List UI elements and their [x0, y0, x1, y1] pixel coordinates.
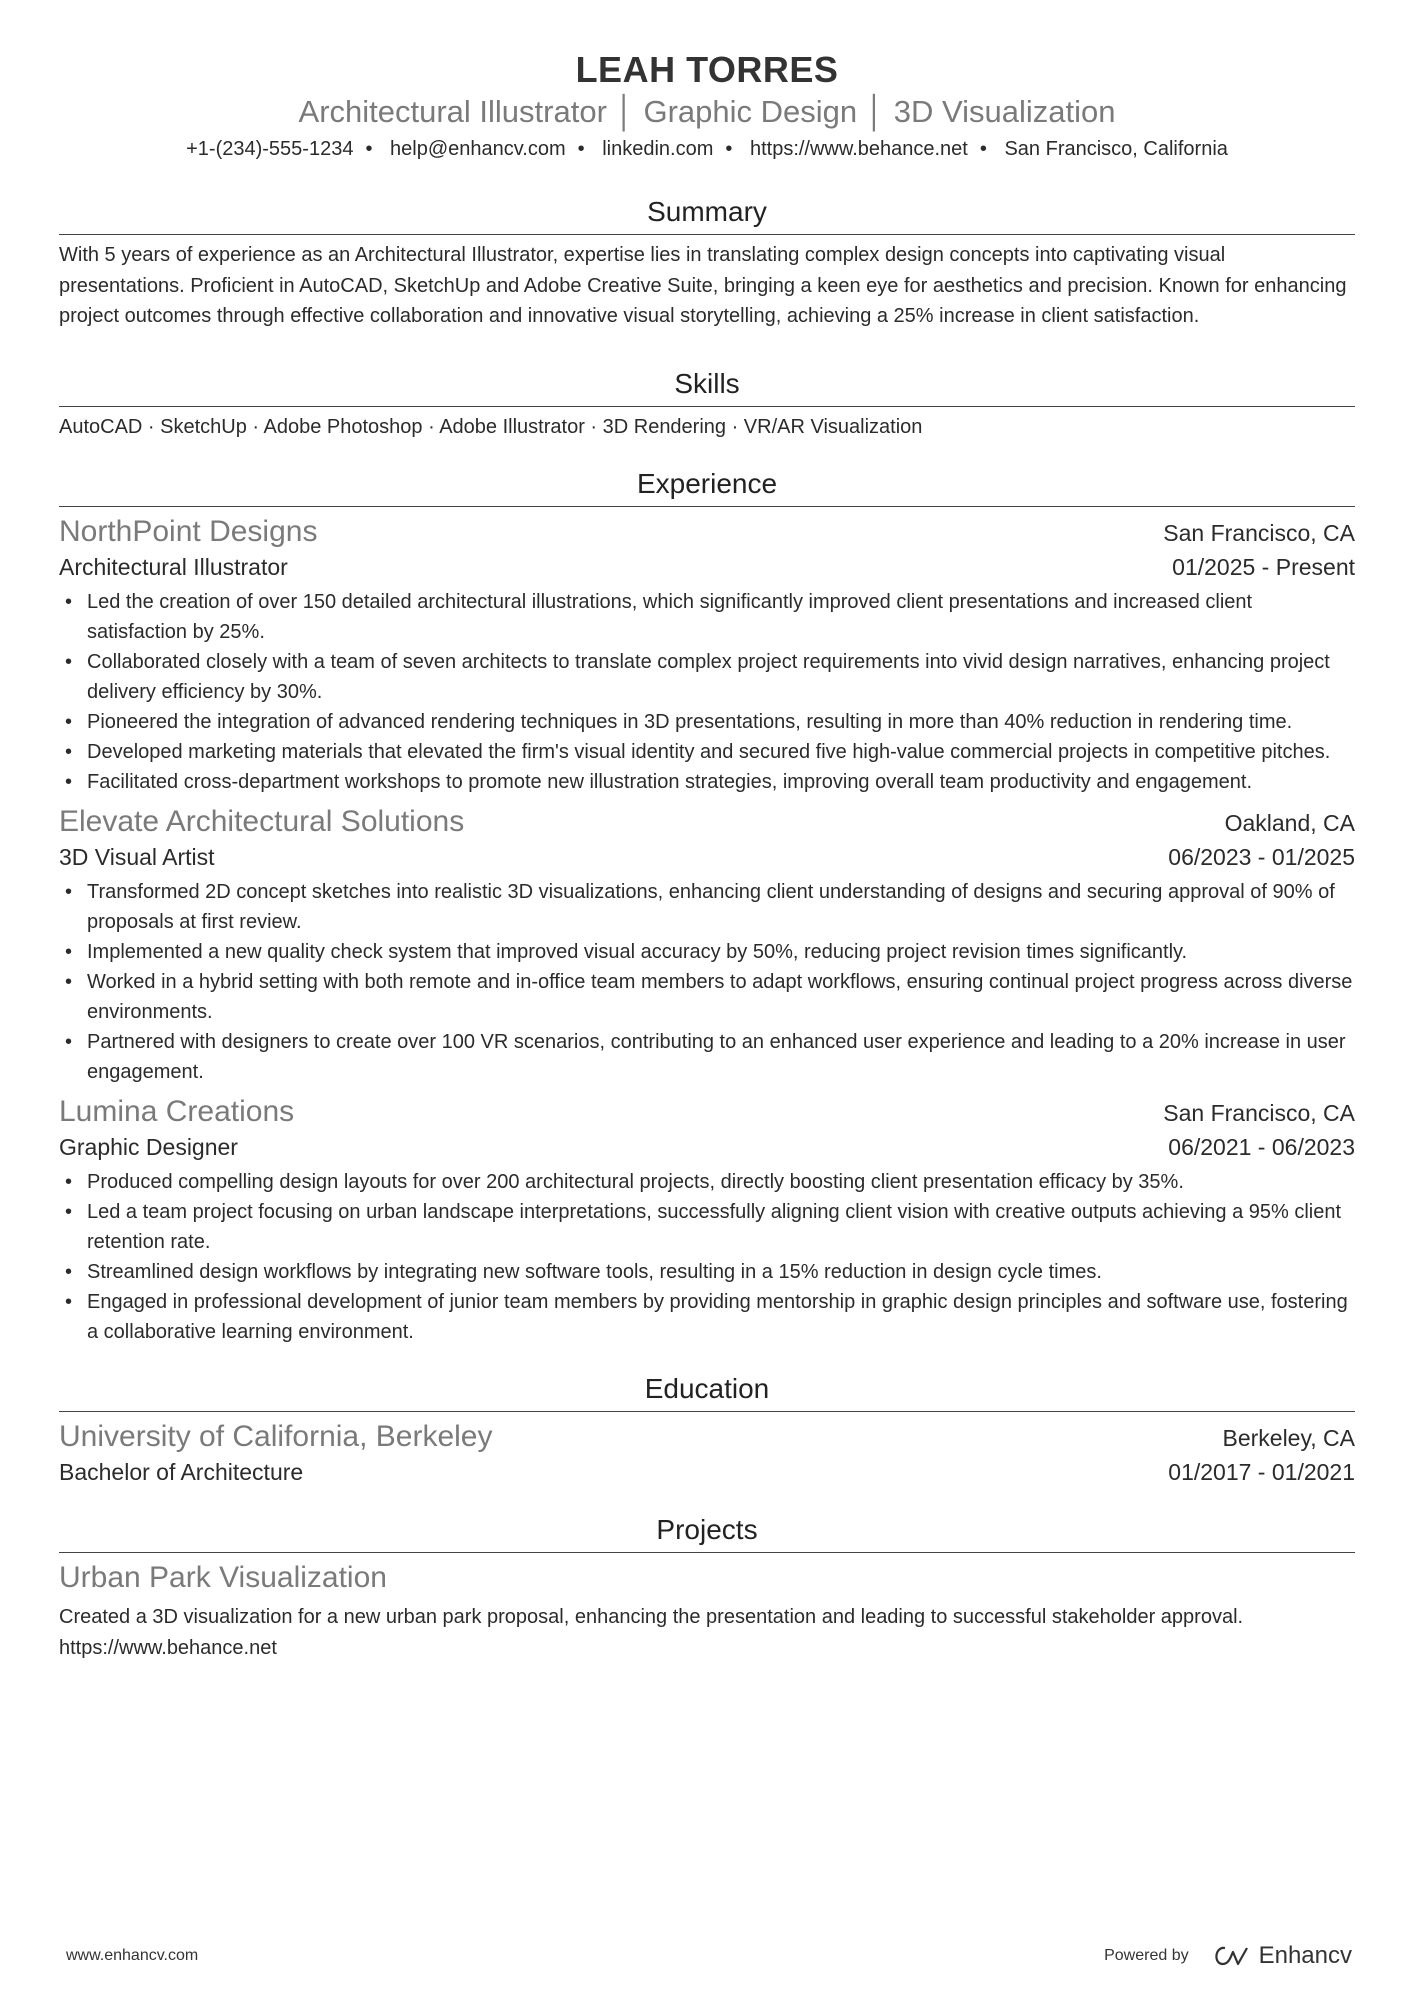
- job-bullet: • Collaborated closely with a team of seven architects to translate complex project requirements into vivid design narratives, enhancing project delivery efficiency by 30%.: [59, 647, 1355, 707]
- job-bullets: [59, 1167, 1355, 1347]
- job-location: Oakland, CA: [1224, 810, 1355, 836]
- section-title-education: Education: [59, 1371, 1355, 1412]
- job-bullet: • Engaged in professional development of junior team members by providing mentorship in graphic design principles and software use, fostering a collaborative learning environment.: [59, 1287, 1355, 1347]
- job-bullet: • Led the creation of over 150 detailed architectural illustrations, which significantly improved client presentations and increased client satisfaction by 25%.: [59, 587, 1355, 647]
- job-location: San Francisco, CA: [1163, 520, 1355, 546]
- experience-list: [59, 507, 1355, 1347]
- job-dates: 06/2023 - 01/2025: [1168, 844, 1355, 870]
- separator: •: [577, 138, 585, 160]
- education-entry: [59, 1412, 1355, 1456]
- job-bullet: • Pioneered the integration of advanced rendering techniques in 3D presentations, resulting in more than 40% reduction in rendering time.: [59, 707, 1355, 737]
- candidate-name: LEAH TORRES: [575, 49, 839, 90]
- section-title-experience: Experience: [59, 466, 1355, 507]
- company-name: Lumina Creations: [59, 1095, 295, 1128]
- job-entry: [59, 1087, 1355, 1347]
- linkedin-link[interactable]: linkedin.com: [602, 138, 714, 160]
- job-dates: 01/2025 - Present: [1172, 554, 1355, 580]
- footer-site-link[interactable]: www.enhancv.com: [66, 1947, 199, 1964]
- job-bullet: • Produced compelling design layouts for over 200 architectural projects, directly boosting client presentation efficacy by 35%.: [59, 1167, 1355, 1197]
- degree: Bachelor of Architecture: [59, 1459, 304, 1485]
- job-location: San Francisco, CA: [1163, 1100, 1355, 1126]
- job-bullet: • Implemented a new quality check system that improved visual accuracy by 50%, reducing project revision times significantly.: [59, 937, 1355, 967]
- job-role: Graphic Designer: [59, 1134, 238, 1160]
- job-bullets: [59, 587, 1355, 797]
- candidate-title: Architectural Illustrator │ Graphic Design │ 3D Visualization: [298, 94, 1116, 129]
- section-title-projects: Projects: [59, 1512, 1355, 1553]
- job-role: 3D Visual Artist: [59, 844, 215, 870]
- contact-info: [59, 134, 1355, 164]
- job-bullets: [59, 877, 1355, 1087]
- school-name: University of California, Berkeley: [59, 1420, 493, 1453]
- job-bullet: • Streamlined design workflows by integrating new software tools, resulting in a 15% reduction in design cycle times.: [59, 1257, 1355, 1287]
- education-dates: 01/2017 - 01/2021: [1168, 1459, 1355, 1485]
- job-bullet: • Transformed 2D concept sketches into realistic 3D visualizations, enhancing client understanding of designs and securing approval of 90% of proposals at first review.: [59, 877, 1355, 937]
- separator: •: [979, 138, 987, 160]
- summary-text: With 5 years of experience as an Architectural Illustrator, expertise lies in translating complex design concepts into captivating visual presentations. Proficient in AutoCAD, SketchUp and Adobe Creative Suite, bringing a keen eye for aesthetics and precision. Known for enhancing project outcomes through effective collaboration and innovative visual storytelling, achieving a 25% increase in client satisfaction.: [59, 244, 1347, 327]
- phone: +1-(234)-555-1234: [186, 138, 354, 160]
- section-title-summary: Summary: [59, 194, 1355, 235]
- enhancv-logo-text: Enhancv: [1258, 1942, 1352, 1969]
- email-link[interactable]: help@enhancv.com: [390, 138, 566, 160]
- powered-by-label: Powered by: [1104, 1947, 1189, 1964]
- school-location: Berkeley, CA: [1222, 1425, 1355, 1451]
- company-name: NorthPoint Designs: [59, 515, 318, 548]
- enhancv-logo-icon: [1211, 1944, 1251, 1968]
- job-bullet: • Developed marketing materials that elevated the firm's visual identity and secured five high-value commercial projects in competitive pitches.: [59, 737, 1355, 767]
- job-entry: [59, 797, 1355, 1087]
- enhancv-logo[interactable]: [1211, 1942, 1352, 1970]
- separator: •: [365, 138, 373, 160]
- job-dates: 06/2021 - 06/2023: [1168, 1134, 1355, 1160]
- job-bullet: • Led a team project focusing on urban landscape interpretations, successfully aligning client vision with creative outputs achieving a 95% client retention rate.: [59, 1197, 1355, 1257]
- job-role: Architectural Illustrator: [59, 554, 288, 580]
- location: San Francisco, California: [1004, 138, 1228, 160]
- skills-list: AutoCAD · SketchUp · Adobe Photoshop · Adobe Illustrator · 3D Rendering · VR/AR Visualization: [59, 415, 923, 438]
- company-name: Elevate Architectural Solutions: [59, 805, 465, 838]
- job-bullet: • Worked in a hybrid setting with both remote and in-office team members to adapt workflows, ensuring continual project progress across diverse environments.: [59, 967, 1355, 1027]
- job-bullet: • Facilitated cross-department workshops to promote new illustration strategies, improving overall team productivity and engagement.: [59, 767, 1355, 797]
- job-entry: [59, 507, 1355, 797]
- behance-link[interactable]: https://www.behance.net: [749, 138, 968, 160]
- project-name: Urban Park Visualization: [59, 1561, 387, 1594]
- project-description: Created a 3D visualization for a new urban park proposal, enhancing the presentation and leading to successful stakeholder approval. https://www.behance.net: [59, 1606, 1244, 1659]
- separator: •: [725, 138, 733, 160]
- footer: [66, 1942, 1352, 1970]
- section-title-skills: Skills: [59, 366, 1355, 407]
- resume-page: [59, 48, 1355, 1663]
- job-bullet: • Partnered with designers to create over 100 VR scenarios, contributing to an enhanced user experience and leading to a 20% increase in user engagement.: [59, 1027, 1355, 1087]
